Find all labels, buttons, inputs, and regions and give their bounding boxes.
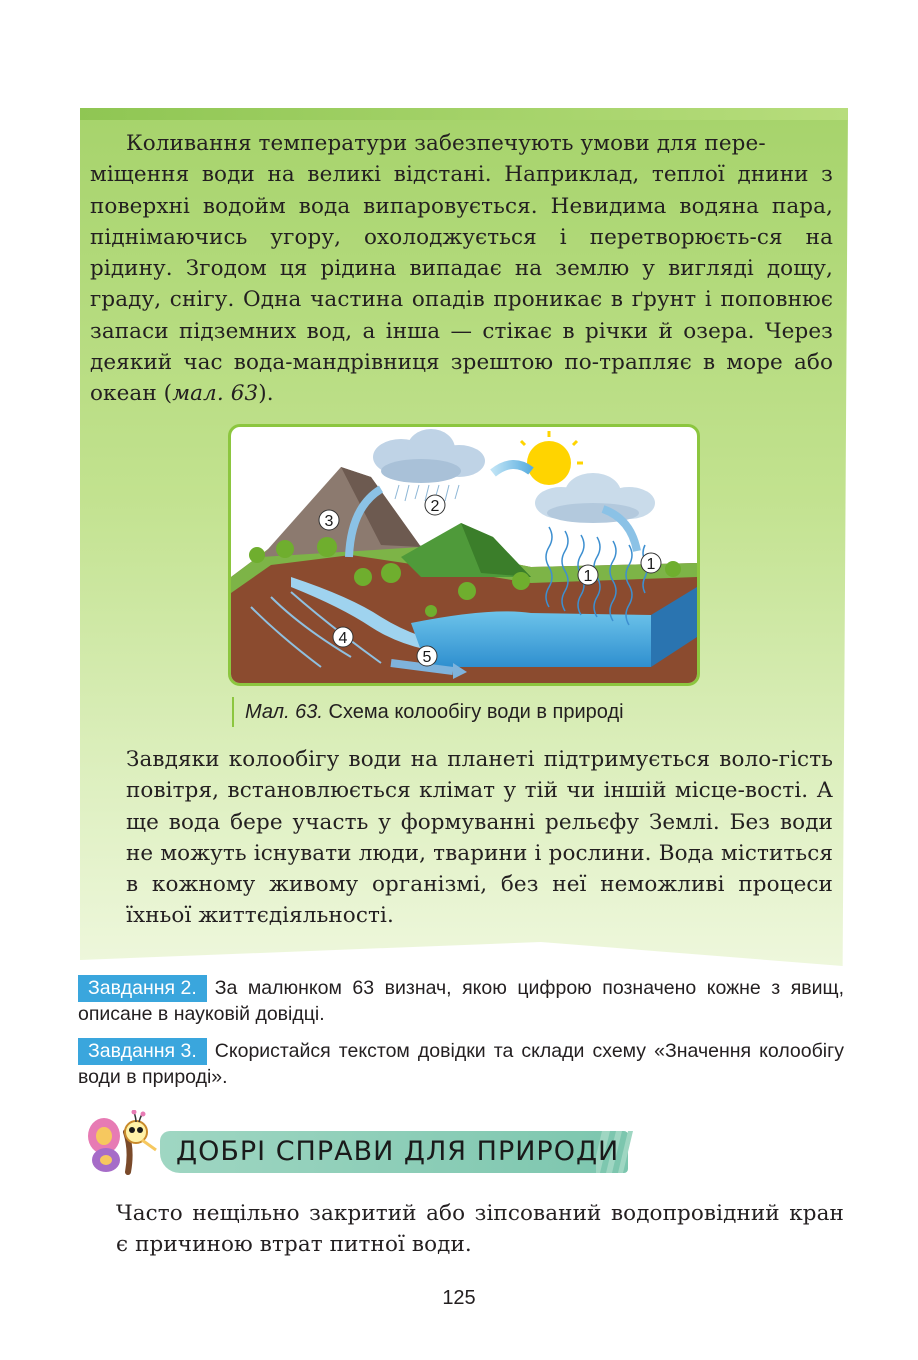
- water-cycle-illustration: [228, 424, 700, 686]
- cloud-left-icon: [373, 429, 485, 483]
- figure-reference: мал. 63: [172, 381, 259, 407]
- paragraph-tap-water-text: Часто нещільно закритий або зіпсований водопровідний кран є причиною втрат питної води.: [116, 1201, 844, 1258]
- paragraph-end: ).: [258, 381, 274, 407]
- reference-panel-top-edge: [80, 108, 848, 120]
- water-cycle-diagram: [231, 427, 697, 683]
- figure-caption-label: Мал. 63.: [245, 701, 323, 723]
- marker-4: 4: [338, 630, 348, 647]
- paragraph-importance-text: Завдяки колообігу води на планеті підтримується воло-гість повітря, встановлюється клімат у тій чи іншій місце-вості. А ще вода бере участь у формуванні рельєфу Землі. Без води не можуть існувати люди, тварини і рослини. Вода міститься в кожному живому організмі, без неї неможливі процеси їхньої життєдіяльності.: [126, 747, 833, 929]
- marker-5: 5: [422, 649, 432, 666]
- marker-1a: 1: [583, 568, 593, 585]
- marker-1b: 1: [646, 556, 656, 573]
- task-3-text: Скористайся текстом довідки та склади схему «Значення колообігу води в природі».: [78, 1040, 844, 1088]
- figure-caption-text: Схема колообігу води в природі: [322, 701, 624, 723]
- paragraph-water-movement: [90, 128, 833, 410]
- butterfly-icon: [82, 1110, 172, 1182]
- task-3-label: Завдання 3.: [78, 1038, 207, 1065]
- page-number: 125: [442, 1287, 476, 1309]
- figure-caption: [232, 697, 695, 727]
- sun-icon: [527, 441, 571, 485]
- task-2: [78, 975, 844, 1027]
- paragraph-tap-water: [80, 1198, 844, 1261]
- paragraph-body: міщення води на великі відстані. Наприклад, теплої днини з поверхні водойм вода випаровується. Невидима водяна пара, піднімаючись угору, охолоджується і перетворюєть-ся на рідину. Згодом ця рідина випадає на землю у вигляді дощу, граду, снігу. Одна частина опадів проникає в ґрунт і поповнює запаси підземних вод, а інша — стікає в річки й озера. Через деякий час вода-мандрівниця зрештою по-трапляє в море або океан (: [90, 162, 833, 407]
- task-2-label: Завдання 2.: [78, 975, 207, 1002]
- paragraph-importance: [90, 744, 833, 932]
- marker-2: 2: [430, 498, 440, 515]
- marker-3: 3: [324, 513, 334, 530]
- good-deeds-title: ДОБРІ СПРАВИ ДЛЯ ПРИРОДИ: [176, 1136, 620, 1167]
- paragraph-first-line: Коливання температури забезпечують умови для пере-: [126, 131, 766, 156]
- task-3: [78, 1038, 844, 1090]
- task-2-text: За малюнком 63 визнач, якою цифрою позначено кожне з явищ, описане в науковій довідці.: [78, 977, 844, 1025]
